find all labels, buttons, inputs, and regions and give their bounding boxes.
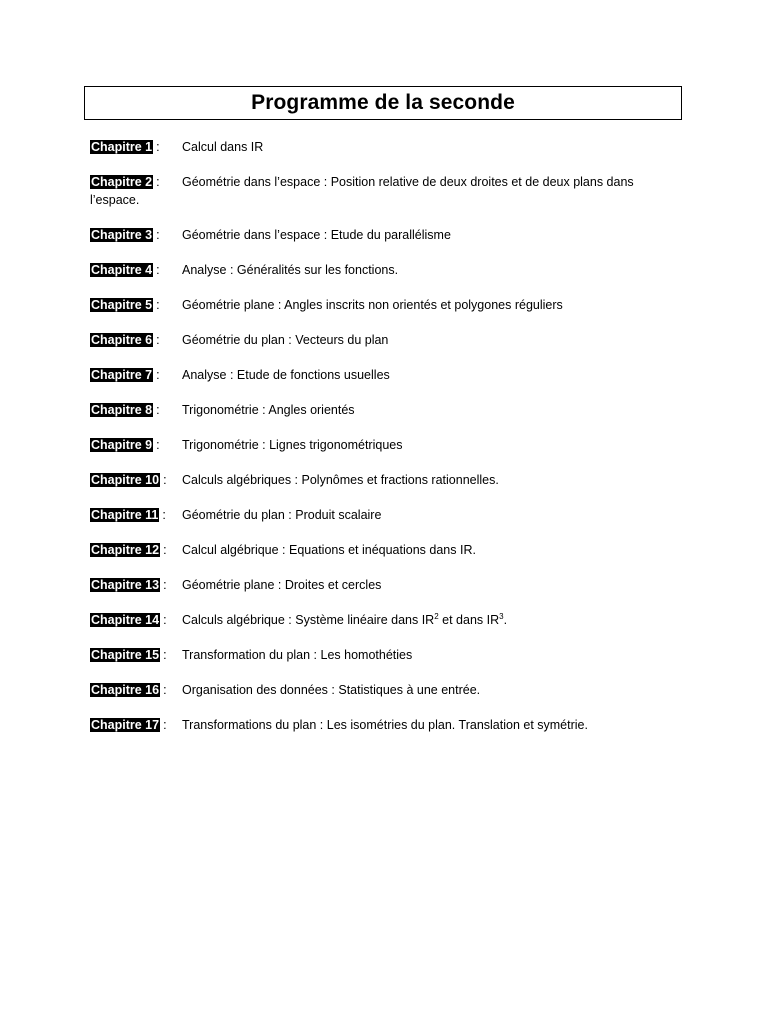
superscript-two: 2 <box>434 611 439 621</box>
chapter-description-part: . <box>503 613 508 627</box>
chapter-colon: : <box>156 298 160 312</box>
chapter-colon: : <box>156 228 160 242</box>
chapter-colon: : <box>156 175 160 189</box>
chapter-description: Calcul dans IR <box>182 140 264 154</box>
chapter-item <box>90 261 680 279</box>
chapter-colon: : <box>163 613 167 627</box>
chapter-description: Analyse : Etude de fonctions usuelles <box>182 368 390 382</box>
chapter-item <box>90 436 680 454</box>
chapter-label: Chapitre 6 <box>91 333 153 347</box>
chapter-label: Chapitre 16 <box>91 683 160 697</box>
chapter-description: Calculs algébriques : Polynômes et fractions rationnelles. <box>182 473 499 487</box>
superscript-three: 3 <box>499 611 504 621</box>
chapter-label: Chapitre 3 <box>91 228 153 242</box>
chapter-colon: : <box>156 368 160 382</box>
chapter-label: Chapitre 4 <box>91 263 153 277</box>
chapter-label: Chapitre 2 <box>91 175 153 189</box>
chapter-item <box>90 173 680 209</box>
chapter-label: Chapitre 9 <box>91 438 153 452</box>
chapter-label: Chapitre 14 <box>91 613 160 627</box>
chapter-label: Chapitre 15 <box>91 648 160 662</box>
chapter-description: Analyse : Généralités sur les fonctions. <box>182 263 399 277</box>
chapter-item <box>90 296 680 314</box>
chapter-description: Trigonométrie : Lignes trigonométriques <box>182 438 403 452</box>
chapter-description: Calcul algébrique : Equations et inéquations dans IR. <box>182 543 476 557</box>
chapter-colon: : <box>162 508 166 522</box>
chapter-item <box>90 471 680 489</box>
chapter-label: Chapitre 8 <box>91 403 153 417</box>
chapter-item <box>90 506 680 524</box>
chapter-colon: : <box>156 333 160 347</box>
chapter-colon: : <box>163 718 167 732</box>
chapter-item <box>90 138 680 156</box>
chapter-label: Chapitre 5 <box>91 298 153 312</box>
chapter-item <box>90 401 680 419</box>
chapter-list <box>90 138 680 751</box>
chapter-colon: : <box>156 140 160 154</box>
chapter-colon: : <box>163 543 167 557</box>
chapter-description-part: Calculs algébrique : Système linéaire dans IR <box>182 613 435 627</box>
chapter-item <box>90 226 680 244</box>
chapter-description: Trigonométrie : Angles orientés <box>182 403 355 417</box>
chapter-colon: : <box>156 438 160 452</box>
chapter-item <box>90 611 680 629</box>
chapter-item <box>90 331 680 349</box>
chapter-colon: : <box>156 403 160 417</box>
chapter-label: Chapitre 11 <box>91 508 159 522</box>
chapter-colon: : <box>163 473 167 487</box>
chapter-description: Transformation du plan : Les homothéties <box>182 648 413 662</box>
chapter-description: Géométrie du plan : Vecteurs du plan <box>182 333 389 347</box>
chapter-item <box>90 576 680 594</box>
chapter-colon: : <box>163 683 167 697</box>
chapter-description: Géométrie plane : Droites et cercles <box>182 578 382 592</box>
chapter-description: Géométrie dans l’espace : Position relative de deux droites et de deux plans dans l’espace. <box>90 175 634 207</box>
chapter-colon: : <box>156 263 160 277</box>
chapter-description-part: et dans IR <box>438 613 500 627</box>
chapter-description: Géométrie du plan : Produit scalaire <box>182 508 382 522</box>
page-title: Programme de la seconde <box>251 91 515 114</box>
chapter-description: Géométrie plane : Angles inscrits non orientés et polygones réguliers <box>182 298 563 312</box>
chapter-item <box>90 366 680 384</box>
chapter-colon: : <box>163 578 167 592</box>
chapter-label: Chapitre 13 <box>91 578 160 592</box>
chapter-label: Chapitre 17 <box>91 718 160 732</box>
chapter-label: Chapitre 1 <box>91 140 153 154</box>
chapter-colon: : <box>163 648 167 662</box>
chapter-item <box>90 646 680 664</box>
chapter-description: Transformations du plan : Les isométries du plan. Translation et symétrie. <box>182 718 588 732</box>
chapter-description: Géométrie dans l’espace : Etude du parallélisme <box>182 228 451 242</box>
chapter-item <box>90 541 680 559</box>
chapter-description: Organisation des données : Statistiques à une entrée. <box>182 683 481 697</box>
chapter-label: Chapitre 10 <box>91 473 160 487</box>
chapter-item <box>90 681 680 699</box>
title-box <box>84 86 682 120</box>
chapter-description <box>182 611 680 629</box>
chapter-label: Chapitre 7 <box>91 368 153 382</box>
chapter-label: Chapitre 12 <box>91 543 160 557</box>
chapter-item <box>90 716 680 734</box>
